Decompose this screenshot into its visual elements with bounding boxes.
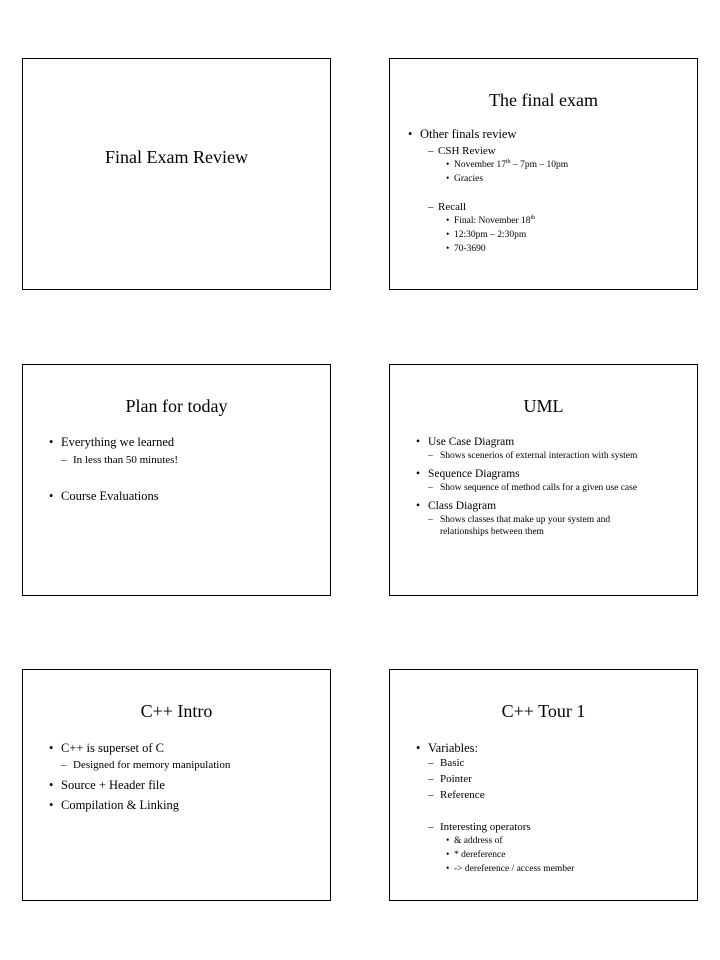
sub-bullet-text: relationships between them bbox=[440, 527, 544, 537]
sub-bullet-text: Shows classes that make up your system and bbox=[440, 515, 611, 525]
sub-bullet-text: Designed for memory manipulation bbox=[73, 759, 231, 771]
slide-title: The final exam bbox=[489, 90, 598, 110]
bullet-text: Course Evaluations bbox=[61, 489, 159, 503]
bullet-line bbox=[49, 778, 165, 792]
bullet-line bbox=[416, 467, 520, 481]
dash-glyph: – bbox=[61, 454, 67, 466]
bullet-glyph: • bbox=[49, 798, 54, 812]
bullet-line bbox=[416, 435, 514, 449]
dash-glyph: – bbox=[428, 773, 434, 785]
bullet-line bbox=[49, 435, 174, 449]
bullet-glyph: • bbox=[416, 741, 421, 755]
sub-bullet-line bbox=[428, 483, 637, 494]
sub-sub-bullet-text: * dereference bbox=[454, 850, 506, 860]
sub-sub-bullet-text: & address of bbox=[454, 836, 503, 846]
slide-5 bbox=[22, 669, 331, 901]
sub-sub-bullet-line bbox=[446, 216, 535, 227]
slide-4 bbox=[389, 364, 698, 596]
sub-bullet-line bbox=[428, 757, 464, 770]
bullet-text: Compilation & Linking bbox=[61, 798, 180, 812]
bullet-text: Use Case Diagram bbox=[428, 436, 515, 448]
bullet-glyph: • bbox=[446, 244, 450, 254]
slide-title: UML bbox=[523, 396, 564, 416]
slide-title: Final Exam Review bbox=[105, 147, 248, 167]
sub-bullet-line bbox=[428, 789, 485, 802]
slide-title: C++ Tour 1 bbox=[501, 701, 586, 721]
dash-glyph: – bbox=[428, 789, 434, 801]
slide-1 bbox=[22, 58, 331, 290]
sub-sub-bullet-text: Final: November 18 bbox=[454, 216, 531, 226]
bullet-glyph: • bbox=[49, 435, 54, 449]
bullet-glyph: • bbox=[416, 468, 421, 480]
bullet-glyph: • bbox=[446, 174, 450, 184]
bullet-line bbox=[416, 741, 478, 755]
sub-sub-bullet-text: November 17 bbox=[454, 160, 506, 170]
superscript: th bbox=[530, 214, 536, 221]
sub-sub-bullet-line bbox=[446, 160, 568, 171]
dash-glyph: – bbox=[428, 515, 433, 525]
sub-sub-bullet-text: 12:30pm – 2:30pm bbox=[454, 230, 527, 240]
sub-sub-bullet-text-after: – 7pm – 10pm bbox=[510, 160, 569, 170]
sub-bullet-line bbox=[428, 515, 610, 526]
dash-glyph: – bbox=[428, 201, 434, 213]
superscript: th bbox=[505, 158, 511, 165]
bullet-glyph: • bbox=[446, 216, 450, 226]
bullet-glyph: • bbox=[49, 741, 54, 755]
bullet-text: Everything we learned bbox=[61, 435, 175, 449]
bullet-glyph: • bbox=[446, 836, 450, 846]
sub-sub-bullet-text: -> dereference / access member bbox=[454, 864, 575, 874]
dash-glyph: – bbox=[428, 821, 434, 833]
slide-2 bbox=[389, 58, 698, 290]
slide-6 bbox=[389, 669, 698, 901]
dash-glyph: – bbox=[428, 757, 434, 769]
bullet-glyph: • bbox=[446, 850, 450, 860]
bullet-glyph: • bbox=[49, 489, 54, 503]
sub-bullet-text: Pointer bbox=[440, 773, 472, 785]
sub-bullet-text: Interesting operators bbox=[440, 821, 531, 833]
bullet-glyph: • bbox=[408, 127, 413, 141]
sub-sub-bullet-text: 70-3690 bbox=[454, 244, 486, 254]
sub-bullet-text: Show sequence of method calls for a given use case bbox=[440, 483, 638, 493]
bullet-line bbox=[49, 798, 179, 812]
sub-bullet-line bbox=[428, 201, 466, 214]
bullet-glyph: • bbox=[446, 230, 450, 240]
sub-sub-bullet-line bbox=[446, 850, 505, 861]
sub-bullet-line bbox=[428, 773, 472, 786]
sub-sub-bullet-line bbox=[446, 864, 574, 875]
bullet-text: C++ is superset of C bbox=[61, 741, 164, 755]
dash-glyph: – bbox=[428, 451, 433, 461]
slide-3 bbox=[22, 364, 331, 596]
bullet-line bbox=[49, 741, 164, 755]
bullet-glyph: • bbox=[416, 436, 421, 448]
bullet-line bbox=[416, 499, 496, 513]
sub-bullet-text: Recall bbox=[438, 201, 467, 213]
bullet-text: Sequence Diagrams bbox=[428, 468, 520, 480]
sub-bullet-text: Shows scenerios of external interaction with system bbox=[440, 451, 638, 461]
bullet-line bbox=[49, 489, 159, 503]
sub-bullet-line bbox=[61, 454, 178, 467]
sub-bullet-line bbox=[428, 145, 496, 158]
sub-sub-bullet-line bbox=[446, 244, 486, 255]
dash-glyph: – bbox=[61, 759, 67, 771]
sub-bullet-line bbox=[61, 759, 230, 772]
bullet-glyph: • bbox=[446, 864, 450, 874]
slide-title: C++ Intro bbox=[140, 701, 213, 721]
bullet-text: Other finals review bbox=[420, 127, 517, 141]
slide-title: Plan for today bbox=[125, 396, 228, 416]
bullet-text: Class Diagram bbox=[428, 500, 497, 512]
bullet-glyph: • bbox=[49, 778, 54, 792]
dash-glyph: – bbox=[428, 145, 434, 157]
sub-bullet-line bbox=[428, 821, 531, 834]
sub-bullet-continuation bbox=[440, 527, 544, 538]
sub-bullet-text: Basic bbox=[440, 757, 465, 769]
bullet-glyph: • bbox=[446, 160, 450, 170]
bullet-text: Source + Header file bbox=[61, 778, 165, 792]
bullet-text: Variables: bbox=[428, 741, 478, 755]
sub-bullet-line bbox=[428, 451, 637, 462]
sub-bullet-text: Reference bbox=[440, 789, 485, 801]
dash-glyph: – bbox=[428, 483, 433, 493]
sub-sub-bullet-text: Gracies bbox=[454, 174, 484, 184]
sub-sub-bullet-line bbox=[446, 230, 526, 241]
sub-sub-bullet-line bbox=[446, 174, 483, 185]
bullet-glyph: • bbox=[416, 500, 421, 512]
sub-bullet-text: CSH Review bbox=[438, 145, 496, 157]
bullet-line bbox=[408, 127, 517, 141]
sub-sub-bullet-line bbox=[446, 836, 503, 847]
sub-bullet-text: In less than 50 minutes! bbox=[73, 454, 179, 466]
